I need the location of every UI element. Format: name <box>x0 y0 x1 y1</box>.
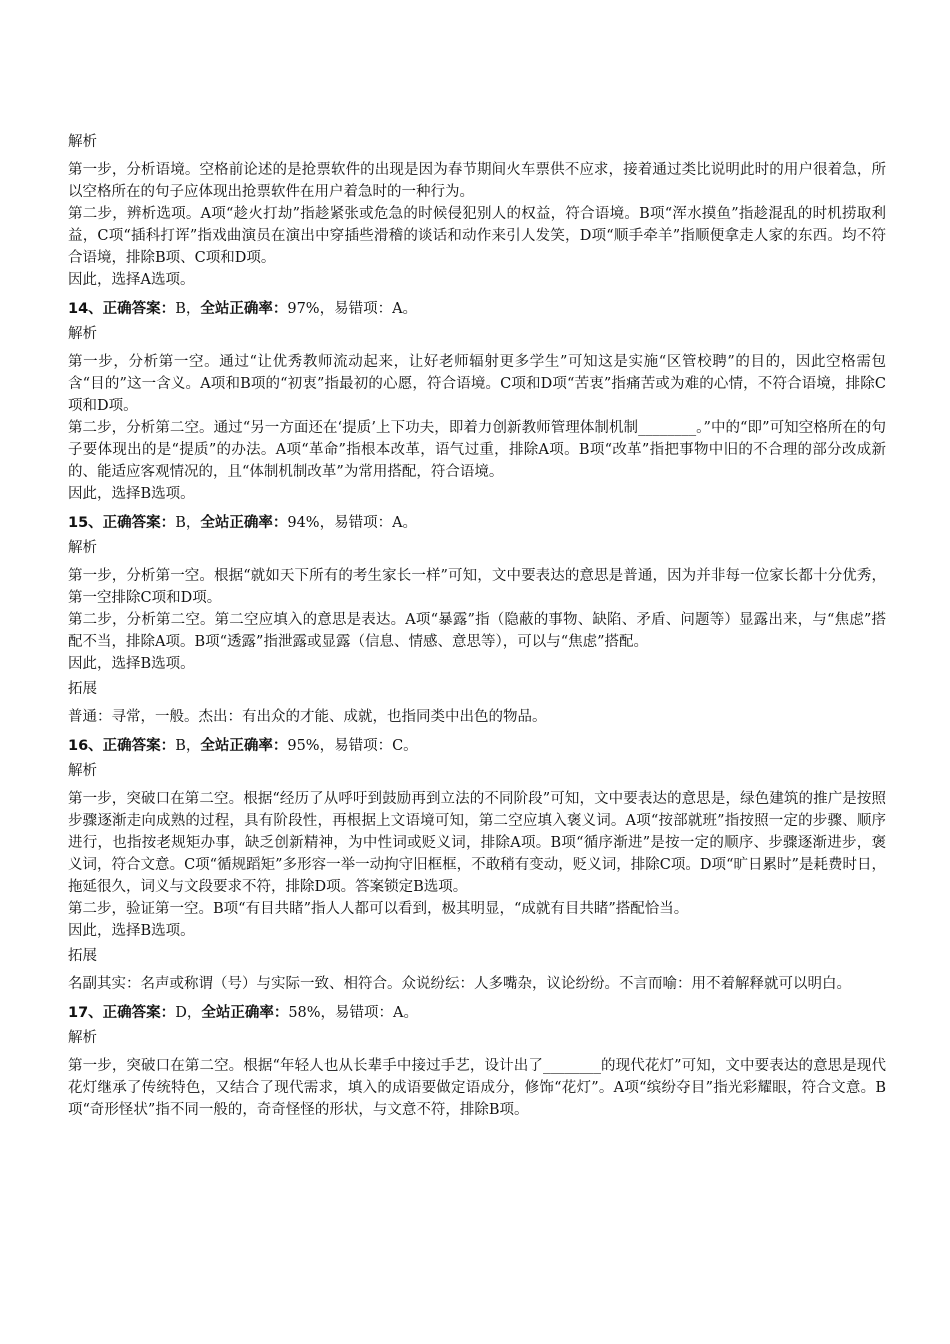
section-label-analysis: 解析 <box>68 326 97 342</box>
paragraph: 因此，选择B选项。 <box>68 486 195 502</box>
paragraph: 因此，选择B选项。 <box>68 923 195 939</box>
question-header-14: 14、正确答案：B，全站正确率：97%，易错项：A。 <box>68 301 418 317</box>
section-label-analysis: 解析 <box>68 1030 97 1046</box>
paragraph: 普通：寻常，一般。杰出：有出众的才能、成就，也指同类中出色的物品。 <box>68 709 547 725</box>
question-header-15: 15、正确答案：B，全站正确率：94%，易错项：A。 <box>68 515 418 531</box>
paragraph: 第一步，分析第一空。通过“让优秀教师流动起来，让好老师辐射更多学生”可知这是实施“区管校聘”的目的，因此空格需包含“目的”这一含义。A项和B项的“初衷”指最初的心愿，符合语境。C项和D项“苦衷”指痛苦或为难的心情，不符合语境，排除C项和D项。 <box>68 354 886 414</box>
paragraph: 第二步，验证第一空。B项“有目共睹”指人人都可以看到，极其明显，“成就有目共睹”搭配恰当。 <box>68 901 689 917</box>
section-label-analysis: 解析 <box>68 763 97 779</box>
paragraph: 因此，选择A选项。 <box>68 272 195 288</box>
question-header-16: 16、正确答案：B，全站正确率：95%，易错项：C。 <box>68 738 418 754</box>
section-label-extension: 拓展 <box>68 681 97 697</box>
section-label-analysis: 解析 <box>68 540 97 556</box>
section-label-extension: 拓展 <box>68 948 97 964</box>
paragraph: 第二步，分析第二空。第二空应填入的意思是表达。A项“暴露”指（隐蔽的事物、缺陷、矛盾、问题等）显露出来，与“焦虑”搭配不当，排除A项。B项“透露”指泄露或显露（信息、情感、意思等），可以与“焦虑”搭配。 <box>68 612 886 650</box>
paragraph: 名副其实：名声或称谓（号）与实际一致、相符合。众说纷纭：人多嘴杂，议论纷纷。不言而喻：用不着解释就可以明白。 <box>68 976 851 992</box>
paragraph: 第一步，分析第一空。根据“就如天下所有的考生家长一样”可知，文中要表达的意思是普通，因为并非每一位家长都十分优秀，第一空排除C项和D项。 <box>68 568 886 606</box>
paragraph: 第二步，分析第二空。通过“另一方面还在‘提质’上下功夫，即着力创新教师管理体制机制________。”中的“即”可知空格所在的句子要体现出的是“提质”的办法。A项“革命”指根本改革，语气过重，排除A项。B项“改革”指把事物中旧的不合理的部分改成新的、能适应客观情况的，且“体制机制改革”为常用搭配，符合语境。 <box>68 420 886 480</box>
paragraph: 第二步，辨析选项。A项“趁火打劫”指趁紧张或危急的时候侵犯别人的权益，符合语境。B项“浑水摸鱼”指趁混乱的时机捞取利益，C项“插科打诨”指戏曲演员在演出中穿插些滑稽的谈话和动作来引人发笑，D项“顺手牵羊”指顺便拿走人家的东西。均不符合语境，排除B项、C项和D项。 <box>68 206 886 266</box>
paragraph: 第一步，突破口在第二空。根据“年轻人也从长辈手中接过手艺，设计出了________的现代花灯”可知，文中要表达的意思是现代花灯继承了传统特色，又结合了现代需求，填入的成语要做定语成分，修饰“花灯”。A项“缤纷夺目”指光彩耀眼，符合文意。B项“奇形怪状”指不同一般的，奇奇怪怪的形状，与文意不符，排除B项。 <box>68 1058 886 1118</box>
answer-explanation-page <box>68 128 886 1121</box>
section-label-analysis: 解析 <box>68 134 97 150</box>
paragraph: 第一步，突破口在第二空。根据“经历了从呼吁到鼓励再到立法的不同阶段”可知，文中要表达的意思是，绿色建筑的推广是按照步骤逐渐走向成熟的过程，具有阶段性，再根据上文语境可知，第二空应填入褒义词。A项“按部就班”指按照一定的步骤、顺序进行，也指按老规矩办事，缺乏创新精神，为中性词或贬义词，排除A项。B项“循序渐进”是按一定的顺序、步骤逐渐进步，褒义词，符合文意。C项“循规蹈矩”多形容一举一动拘守旧框框，不敢稍有变动，贬义词，排除C项。D项“旷日累时”是耗费时日，拖延很久，词义与文段要求不符，排除D项。答案锁定B选项。 <box>68 791 886 895</box>
question-header-17: 17、正确答案：D，全站正确率：58%，易错项：A。 <box>68 1005 419 1021</box>
paragraph: 第一步，分析语境。空格前论述的是抢票软件的出现是因为春节期间火车票供不应求，接着通过类比说明此时的用户很着急，所以空格所在的句子应体现出抢票软件在用户着急时的一种行为。 <box>68 162 886 200</box>
paragraph: 因此，选择B选项。 <box>68 656 195 672</box>
